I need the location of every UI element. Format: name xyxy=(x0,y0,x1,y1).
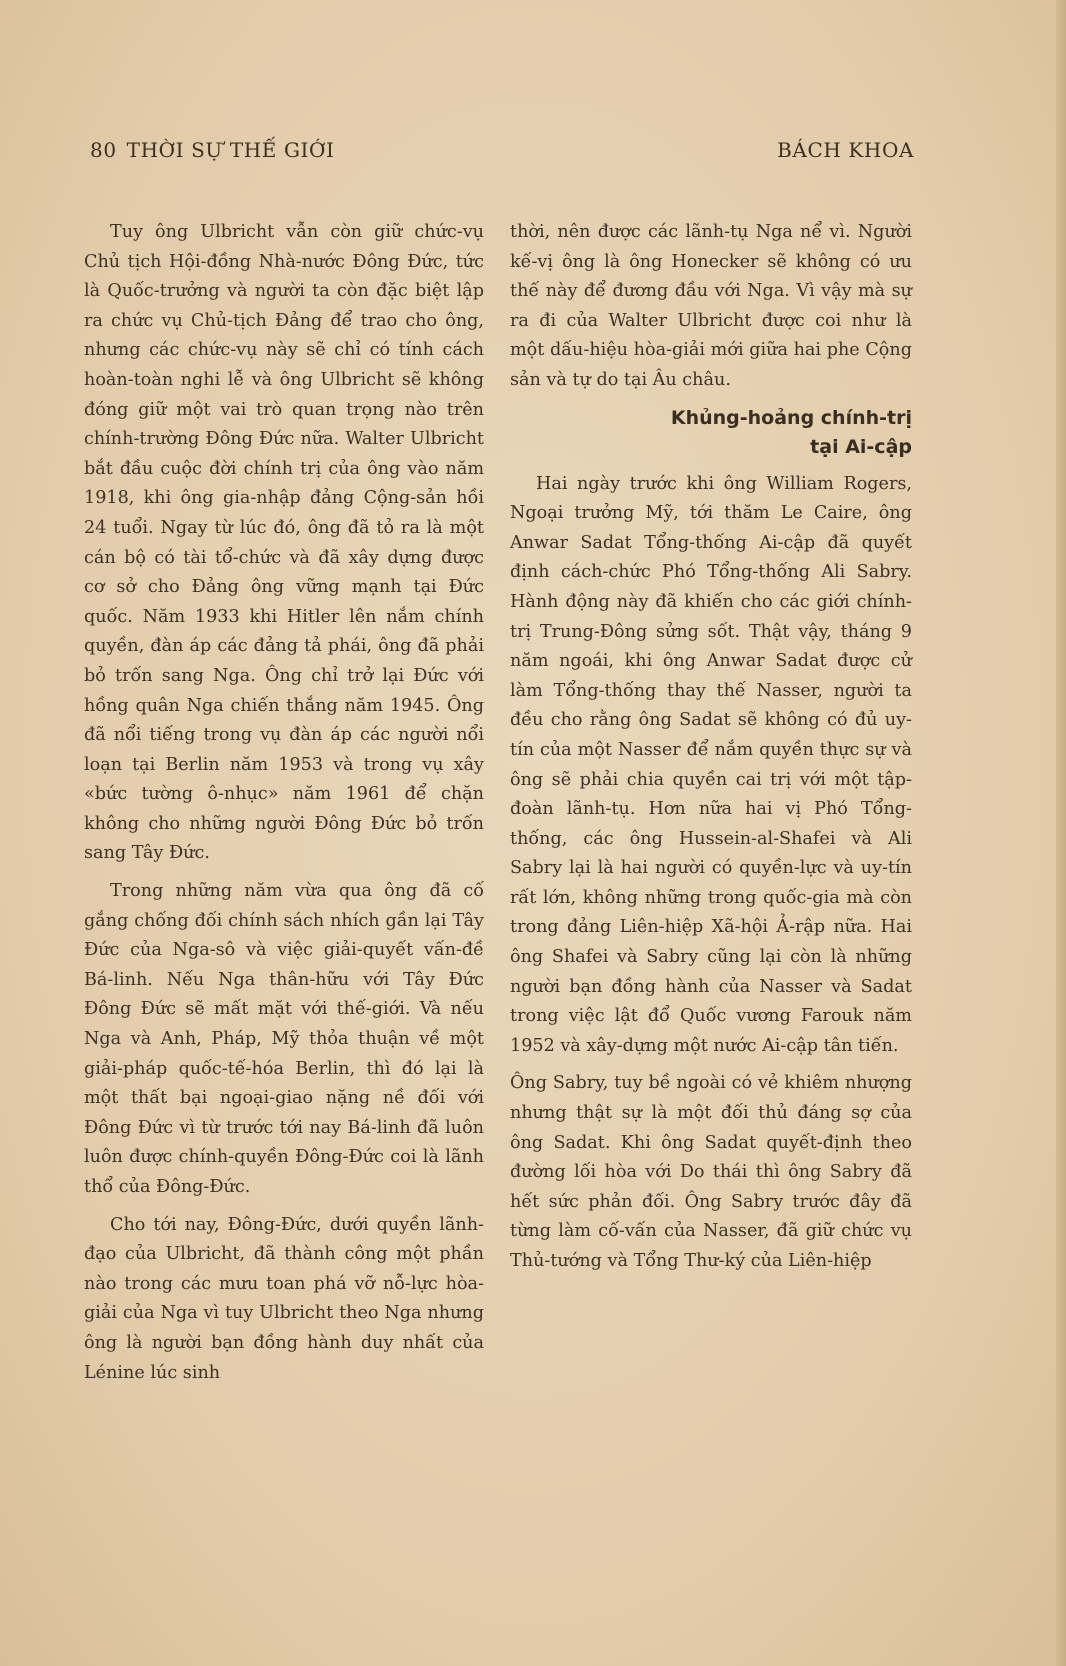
section-heading xyxy=(510,404,912,462)
header-left xyxy=(90,138,335,162)
paragraph: Ông Sabry, tuy bề ngoài có vẻ khiêm nhượng nhưng thật sự là một đối thủ đáng sợ của ông Sadat. Khi ông Sadat quyết-định theo đường lối hòa với Do thái thì ông Sabry đã hết sức phản đối. Ông Sabry trước đây đã từng làm cố-vấn của Nasser, đã giữ chức vụ Thủ-tướng và Tổng Thư-ký của Liên-hiệp xyxy=(510,1073,912,1271)
paragraph: Hai ngày trước khi ông William Rogers, Ngoại trưởng Mỹ, tới thăm Le Caire, ông Anwar Sadat Tổng-thống Ai-cập đã quyết định cách-chức Phó Tổng-thống Ali Sabry. Hành động này đã khiến cho các giới chính-trị Trung-Đông sửng sốt. Thật vậy, tháng 9 năm ngoái, khi ông Anwar Sadat được cử làm Tổng-thống thay thế Nasser, người ta đều cho rằng ông Sadat sẽ không có đủ uy-tín của một Nasser để nắm quyền thực sự và ông sẽ phải chia quyền cai trị với một tập-đoàn lãnh-tụ. Hơn nữa hai vị Phó Tổng-thống, các ông Hussein-al-Shafei và Ali Sabry lại là hai người có quyền-lực và uy-tín rất lớn, không những trong quốc-gia mà còn trong đảng Liên-hiệp Xã-hội Ả-rập nữa. Hai ông Shafei và Sabry cũng lại còn là những người bạn đồng hành của Nasser và Sadat trong việc lật đổ Quốc vương Farouk năm 1952 và xây-dựng một nước Ai-cập tân tiến. xyxy=(510,473,912,1056)
paragraph: Trong những năm vừa qua ông đã cố gắng chống đối chính sách nhích gần lại Tây Đức của Nga-sô và việc giải-quyết vấn-đề Bá-linh. Nếu Nga thân-hữu với Tây Đức Đông Đức sẽ mất mặt với thế-giới. Và nếu Nga và Anh, Pháp, Mỹ thỏa thuận về một giải-pháp quốc-tế-hóa Berlin, thì đó lại là một thất bại ngoại-giao nặng nề đối với Đông Đức vì từ trước tới nay Bá-linh đã luôn luôn được chính-quyền Đông-Đức coi là lãnh thổ của Đông-Đức. xyxy=(84,881,484,1197)
continued-paragraph: thời, nên được các lãnh-tụ Nga nể vì. Người kế-vị ông là ông Honecker sẽ không có ưu thế này để đương đầu với Nga. Vì vậy mà sự ra đi của Walter Ulbricht được coi như là một dấu-hiệu hòa-giải mới giữa hai phe Cộng sản và tự do tại Âu châu. xyxy=(510,222,912,390)
right-column xyxy=(510,218,912,1285)
page-edge xyxy=(1056,0,1066,1666)
left-column xyxy=(84,218,484,1396)
section-heading-line-1: Khủng-hoảng chính-trị xyxy=(670,406,912,429)
paragraph: Cho tới nay, Đông-Đức, dưới quyền lãnh-đạo của Ulbricht, đã thành công một phần nào trong các mưu toan phá vỡ nỗ-lực hòa-giải của Nga vì tuy Ulbricht theo Nga nhưng ông là người bạn đồng hành duy nhất của Lénine lúc sinh xyxy=(84,1214,484,1383)
page-number: 80 xyxy=(90,138,117,162)
section-title: THỜI SỰ THẾ GIỚI xyxy=(126,138,335,162)
paragraph: Tuy ông Ulbricht vẫn còn giữ chức-vụ Chủ tịch Hội-đồng Nhà-nước Đông Đức, tức là Quốc-trưởng và người ta còn đặc biệt lập ra chức vụ Chủ-tịch Đảng để trao cho ông, nhưng các chức-vụ này sẽ chỉ có tính cách hoàn-toàn nghi lễ và ông Ulbricht sẽ không đóng giữ một vai trò quan trọng nào trên chính-trường Đông Đức nữa. Walter Ulbricht bắt đầu cuộc đời chính trị của ông vào năm 1918, khi ông gia-nhập đảng Cộng-sản hồi 24 tuổi. Ngay từ lúc đó, ông đã tỏ ra là một cán bộ có tài tổ-chức và đã xây dựng được cơ sở cho Đảng ông vững mạnh tại Đức quốc. Năm 1933 khi Hitler lên nắm chính quyền, đàn áp các đảng tả phái, ông đã phải bỏ trốn sang Nga. Ông chỉ trở lại Đức với hồng quân Nga chiến thắng năm 1945. Ông đã nổi tiếng trong vụ đàn áp các người nổi loạn tại Berlin năm 1953 và trong vụ xây «bức tường ô-nhục» năm 1961 để chặn không cho những người Đông Đức bỏ trốn sang Tây Đức. xyxy=(84,222,484,864)
section-heading-line-2: tại Ai-cập xyxy=(810,435,912,458)
running-header xyxy=(90,138,914,162)
magazine-name: BÁCH KHOA xyxy=(777,138,914,162)
